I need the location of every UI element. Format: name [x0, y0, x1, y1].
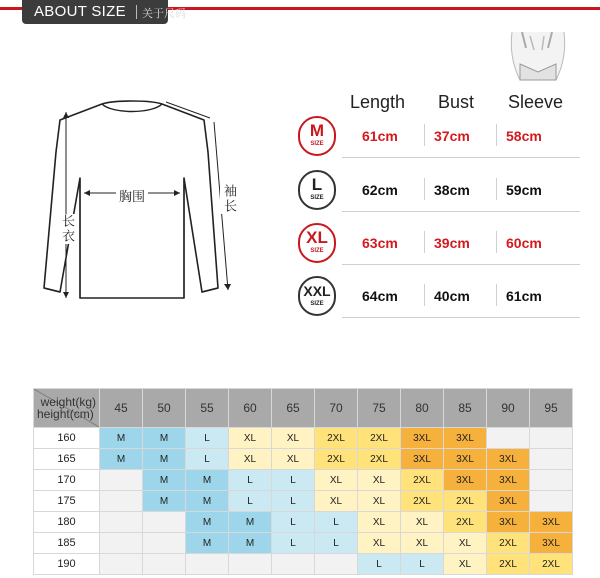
size-cell: 3XL [487, 470, 530, 491]
sleeve-value: 60cm [506, 235, 542, 251]
size-cell: XL [358, 470, 401, 491]
divider [496, 231, 497, 253]
size-cell: M [143, 449, 186, 470]
size-cell: 3XL [444, 470, 487, 491]
height-cell: 175 [34, 491, 100, 512]
size-cell: M [100, 449, 143, 470]
header-title: ABOUT SIZE [34, 3, 126, 20]
height-cell: 185 [34, 533, 100, 554]
weight-header-cell: 50 [143, 389, 186, 428]
size-cell [143, 554, 186, 575]
size-badge-sub: SIZE [310, 248, 324, 254]
weight-header-cell: 80 [401, 389, 444, 428]
chart-row [34, 554, 573, 575]
column-header-length: Length [350, 92, 406, 112]
size-cell: 2XL [358, 428, 401, 449]
weight-header-cell: 70 [315, 389, 358, 428]
weight-header-cell: 55 [186, 389, 229, 428]
size-cell [186, 554, 229, 575]
size-cell: 2XL [444, 512, 487, 533]
size-cell: L [272, 491, 315, 512]
size-cell: 2XL [487, 533, 530, 554]
chart-corner-cell [34, 389, 100, 428]
bust-value: 39cm [434, 235, 470, 251]
divider [424, 231, 425, 253]
size-badge [298, 223, 336, 263]
size-cell: L [272, 533, 315, 554]
size-cell: M [100, 428, 143, 449]
size-cell: M [186, 512, 229, 533]
size-cell: 2XL [444, 491, 487, 512]
size-cell: M [229, 512, 272, 533]
hip-figure-illustration [498, 28, 578, 92]
size-badge-label: XXL [303, 283, 331, 299]
row-underline [342, 211, 580, 212]
size-cell: L [358, 554, 401, 575]
header-divider [136, 5, 137, 19]
size-row [298, 276, 580, 320]
size-cell [100, 491, 143, 512]
size-cell: M [186, 470, 229, 491]
size-cell: L [315, 533, 358, 554]
size-cell: 3XL [487, 512, 530, 533]
length-value: 63cm [362, 235, 398, 251]
chart-row [34, 491, 573, 512]
weight-header-cell: 95 [530, 389, 573, 428]
sleeve-label: 袖长 [222, 184, 237, 214]
size-cell: M [143, 428, 186, 449]
weight-header-cell: 65 [272, 389, 315, 428]
size-cell [272, 554, 315, 575]
size-cell: L [401, 554, 444, 575]
size-cell: 2XL [358, 449, 401, 470]
chart-row [34, 512, 573, 533]
size-badge [298, 276, 336, 316]
size-cell [229, 554, 272, 575]
size-cell: XL [401, 512, 444, 533]
size-cell: L [229, 470, 272, 491]
divider [496, 178, 497, 200]
size-cell [530, 470, 573, 491]
size-badge [298, 116, 336, 156]
size-cell [487, 428, 530, 449]
size-cell: 3XL [487, 449, 530, 470]
chart-row [34, 449, 573, 470]
size-row [298, 223, 580, 267]
size-cell: XL [444, 533, 487, 554]
weight-height-size-chart [33, 388, 573, 575]
size-cell: XL [272, 428, 315, 449]
size-cell [530, 449, 573, 470]
bust-value: 38cm [434, 182, 470, 198]
size-cell [100, 512, 143, 533]
size-cell: 3XL [487, 491, 530, 512]
weight-axis-label: weight(kg) [40, 395, 96, 409]
column-header-sleeve: Sleeve [508, 92, 564, 112]
size-badge [298, 170, 336, 210]
chart-row [34, 470, 573, 491]
size-badge-sub: SIZE [310, 141, 324, 147]
size-cell: M [143, 491, 186, 512]
weight-header-cell: 75 [358, 389, 401, 428]
height-cell: 165 [34, 449, 100, 470]
size-cell [315, 554, 358, 575]
size-cell: L [186, 428, 229, 449]
size-cell: 2XL [315, 428, 358, 449]
height-cell: 160 [34, 428, 100, 449]
size-cell [100, 554, 143, 575]
size-cell: M [186, 491, 229, 512]
size-cell: 2XL [315, 449, 358, 470]
bust-value: 40cm [434, 288, 470, 304]
divider [496, 284, 497, 306]
size-cell: M [229, 533, 272, 554]
size-badge-sub: SIZE [310, 301, 324, 307]
size-cell: 3XL [530, 512, 573, 533]
size-cell: M [143, 470, 186, 491]
size-cell: XL [444, 554, 487, 575]
size-cell: 3XL [530, 533, 573, 554]
row-underline [342, 317, 580, 318]
length-value: 64cm [362, 288, 398, 304]
size-badge-label: L [311, 175, 323, 194]
chart-header-row [34, 389, 573, 428]
size-cell: M [186, 533, 229, 554]
row-underline [342, 264, 580, 265]
size-cell: XL [315, 470, 358, 491]
size-cell: L [229, 491, 272, 512]
divider [424, 284, 425, 306]
size-cell: XL [272, 449, 315, 470]
column-header-bust: Bust [438, 92, 475, 112]
weight-header-cell: 45 [100, 389, 143, 428]
size-cell [100, 533, 143, 554]
size-cell: 2XL [487, 554, 530, 575]
size-badge-sub: SIZE [310, 195, 324, 201]
size-cell [143, 533, 186, 554]
size-row [298, 116, 580, 160]
size-cell: 2XL [401, 491, 444, 512]
height-cell: 190 [34, 554, 100, 575]
size-cell: 3XL [444, 428, 487, 449]
size-cell: 3XL [444, 449, 487, 470]
size-badge-label: M [309, 121, 325, 140]
height-cell: 180 [34, 512, 100, 533]
sleeve-value: 59cm [506, 182, 542, 198]
chest-label: 胸围 [116, 186, 148, 205]
size-cell: L [272, 512, 315, 533]
size-cell [530, 491, 573, 512]
divider [424, 178, 425, 200]
size-cell: 3XL [401, 449, 444, 470]
size-cell: XL [358, 491, 401, 512]
size-cell [143, 512, 186, 533]
chart-row [34, 428, 573, 449]
header-bar [0, 0, 600, 24]
size-badge-label: XL [306, 228, 328, 247]
size-cell: L [186, 449, 229, 470]
size-cell: L [315, 512, 358, 533]
length-value: 61cm [362, 128, 398, 144]
size-cell [530, 428, 573, 449]
sleeve-value: 58cm [506, 128, 542, 144]
weight-header-cell: 90 [487, 389, 530, 428]
size-cell: XL [358, 533, 401, 554]
size-cell: 2XL [530, 554, 573, 575]
size-cell: XL [229, 449, 272, 470]
size-cell: 3XL [401, 428, 444, 449]
weight-header-cell: 85 [444, 389, 487, 428]
size-cell [100, 470, 143, 491]
size-cell: 2XL [401, 470, 444, 491]
size-cell: L [272, 470, 315, 491]
size-cell: XL [401, 533, 444, 554]
length-value: 62cm [362, 182, 398, 198]
length-label: 长衣 [60, 214, 75, 244]
height-cell: 170 [34, 470, 100, 491]
size-row [298, 170, 580, 214]
divider [424, 124, 425, 146]
bust-value: 37cm [434, 128, 470, 144]
header-subtitle: 关于尺码 [142, 8, 186, 20]
size-cell: XL [229, 428, 272, 449]
weight-header-cell: 60 [229, 389, 272, 428]
size-cell: XL [315, 491, 358, 512]
sleeve-value: 61cm [506, 288, 542, 304]
size-cell: XL [358, 512, 401, 533]
divider [496, 124, 497, 146]
row-underline [342, 157, 580, 158]
height-axis-label: height(cm) [37, 407, 94, 421]
chart-row [34, 533, 573, 554]
